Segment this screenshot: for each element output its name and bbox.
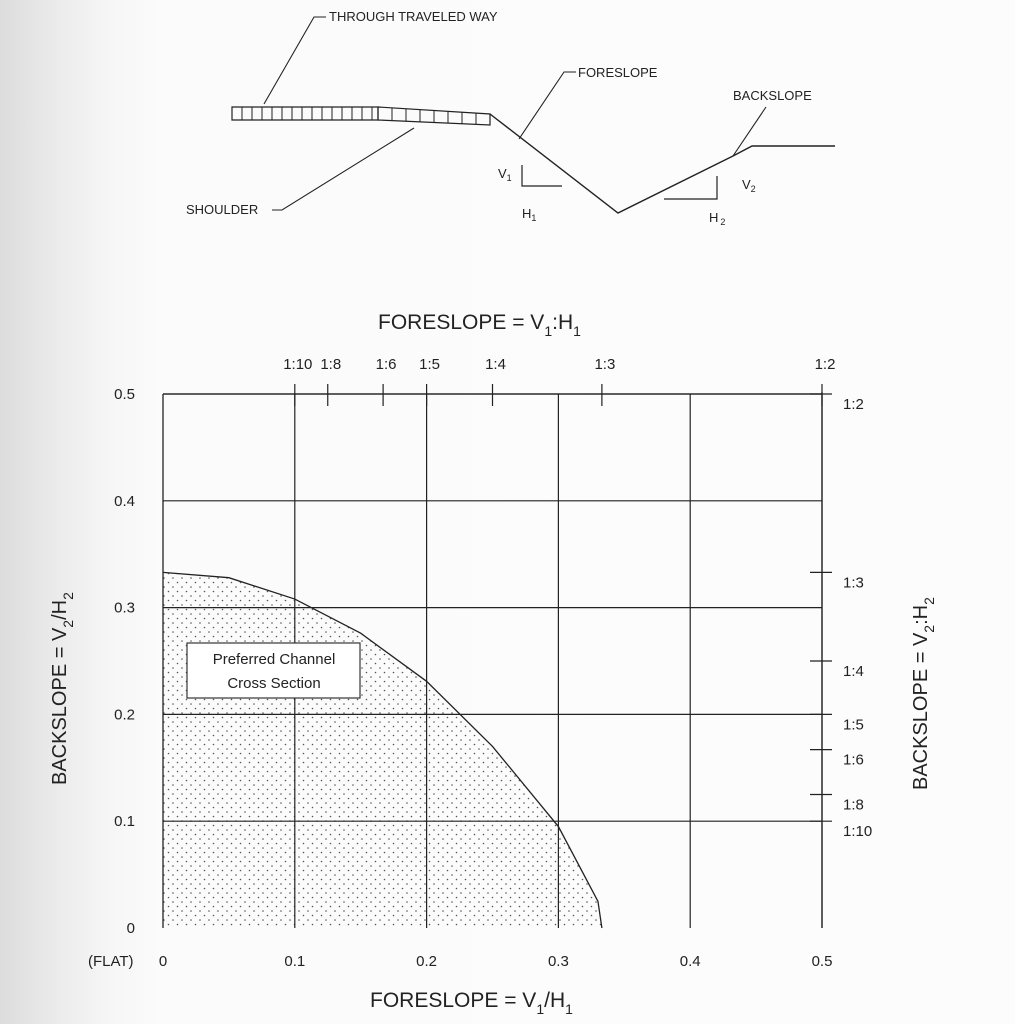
x-tick-labels — [159, 953, 833, 970]
y-tick-labels — [114, 386, 135, 937]
shoulder-label: SHOULDER — [186, 202, 259, 217]
h2-label: H $_2$ — [709, 210, 726, 227]
top-ratio-label: 1:6 — [375, 356, 397, 373]
top-ratio-label: 1:2 — [814, 356, 836, 373]
preferred-region — [163, 572, 602, 928]
y-tick-label: 0 — [126, 920, 135, 937]
right-ratio-label: 1:5 — [843, 716, 864, 734]
x-flat-label: (FLAT) — [88, 953, 134, 970]
x-tick-label: 0 — [158, 953, 168, 970]
traveled-way-pavement — [232, 107, 378, 120]
through-traveled-way-leader — [264, 17, 326, 104]
y-tick-label: 0.4 — [114, 492, 135, 510]
right-ratio-label: 1:6 — [843, 751, 864, 769]
x-tick-label: 0.2 — [416, 953, 438, 970]
top-ratio-label: 1:8 — [320, 356, 342, 373]
bottom-axis-title: FORESLOPE = $V_1/H_1$ — [370, 989, 573, 1017]
right-ratio-label: 1:3 — [843, 574, 864, 592]
top-axis-title: FORESLOPE = $V_1:H_1$ — [378, 311, 581, 339]
v1-label: $V_1$ — [498, 166, 512, 183]
top-ratio-label: 1:10 — [283, 356, 313, 373]
y-tick-label: 0.5 — [114, 386, 135, 403]
region-label-line2: Cross Section — [227, 675, 321, 692]
foreslope-diagram-label: FORESLOPE — [578, 65, 658, 80]
region-label-line1: Preferred Channel — [212, 651, 336, 668]
top-ratio-ticks — [283, 356, 835, 406]
through-traveled-way-label: THROUGH TRAVELED WAY — [329, 9, 498, 24]
y-tick-label: 0.3 — [114, 599, 135, 617]
ground-profile — [490, 114, 835, 213]
foreslope-leader — [519, 72, 576, 139]
cross-section-diagram — [186, 9, 835, 227]
right-ratio-label: 1:4 — [843, 663, 864, 680]
y-tick-label: 0.2 — [114, 706, 135, 724]
top-ratio-label: 1:4 — [485, 356, 506, 373]
right-ratio-label: 1:8 — [843, 796, 864, 814]
right-ratio-label: 1:10 — [843, 823, 873, 841]
traveled-way-hatch — [242, 107, 372, 120]
top-ratio-label: 1:3 — [594, 356, 616, 373]
foreslope-slope-marker — [522, 165, 562, 186]
backslope-diagram-label: BACKSLOPE — [733, 88, 812, 103]
chart — [49, 311, 937, 1017]
v2-label: $V_2$ — [742, 177, 756, 194]
backslope-slope-marker — [664, 176, 717, 199]
backslope-leader — [733, 107, 766, 156]
right-ratio-label: 1:2 — [843, 396, 864, 413]
y-tick-label: 0.1 — [114, 813, 135, 831]
h1-label: $H_1$ — [522, 206, 537, 223]
top-ratio-label: 1:5 — [419, 356, 441, 373]
x-tick-label: 0.1 — [284, 953, 306, 970]
x-tick-label: 0.5 — [811, 953, 833, 970]
x-tick-label: 0.4 — [679, 953, 701, 970]
x-tick-label: 0.3 — [547, 953, 569, 970]
right-axis-title: BACKSLOPE = $V_2:H_2$ — [910, 597, 937, 790]
left-axis-title: BACKSLOPE = $V_2/H_2$ — [49, 592, 76, 785]
right-ratio-ticks — [810, 394, 872, 840]
shoulder-leader — [272, 128, 414, 210]
